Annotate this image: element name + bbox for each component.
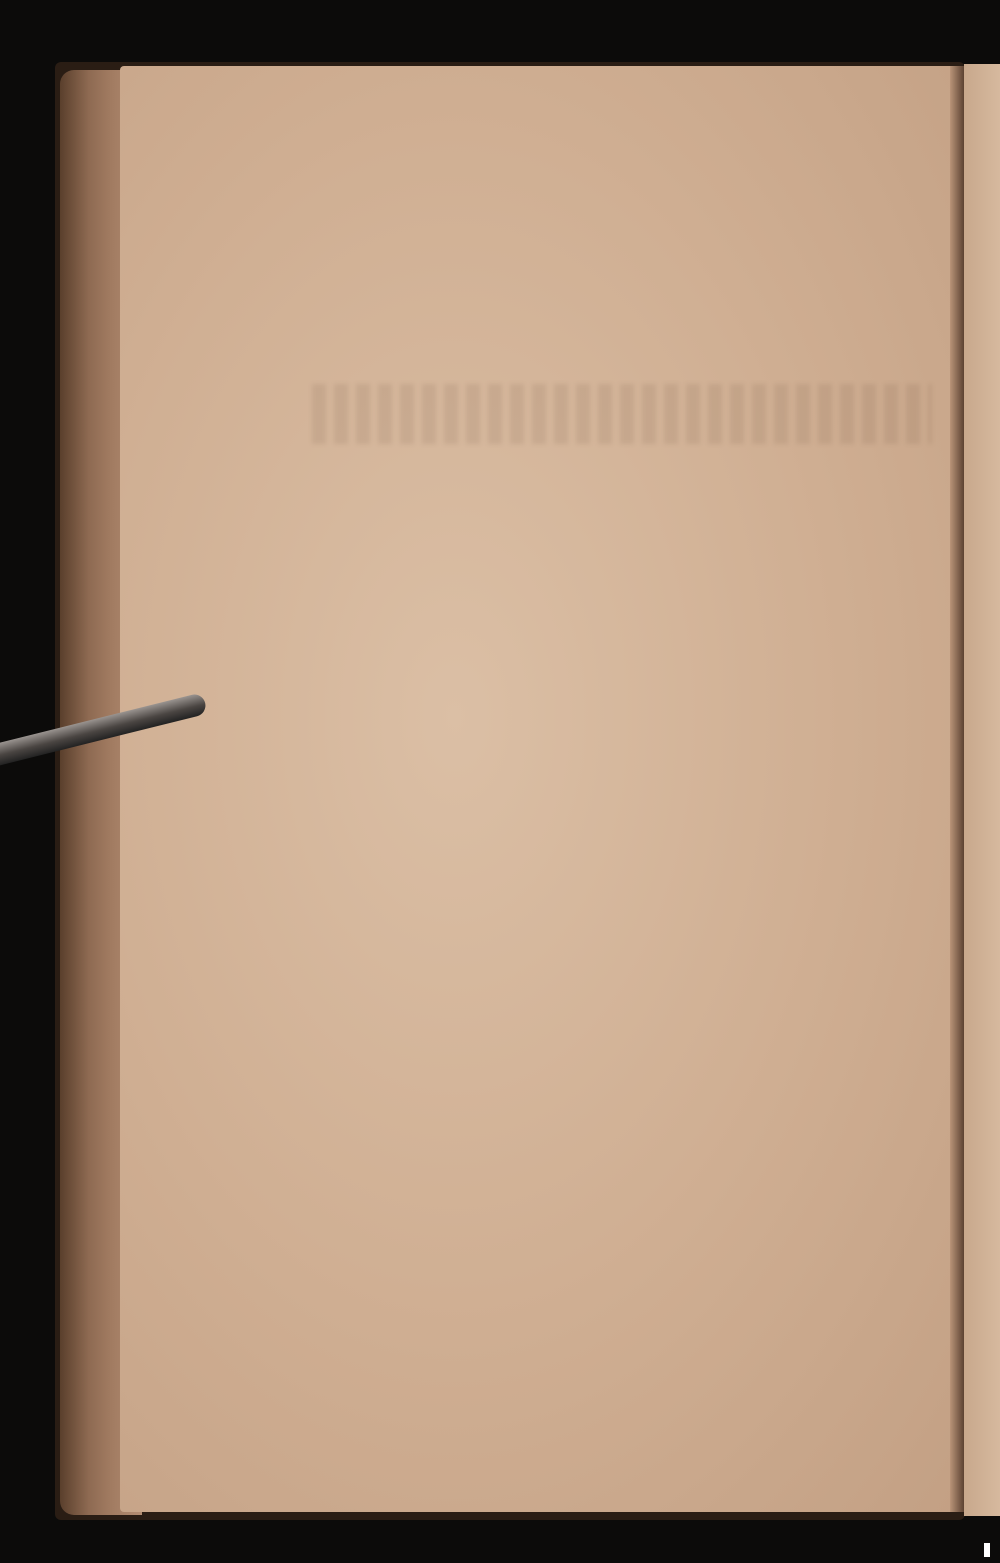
- show-through-text: [312, 384, 932, 444]
- footer-credit: [980, 1543, 990, 1557]
- book-gutter: [950, 66, 964, 1512]
- dfg-logo: [984, 1543, 990, 1557]
- book-page: [120, 66, 958, 1512]
- facing-page-fragment: [964, 64, 1000, 1516]
